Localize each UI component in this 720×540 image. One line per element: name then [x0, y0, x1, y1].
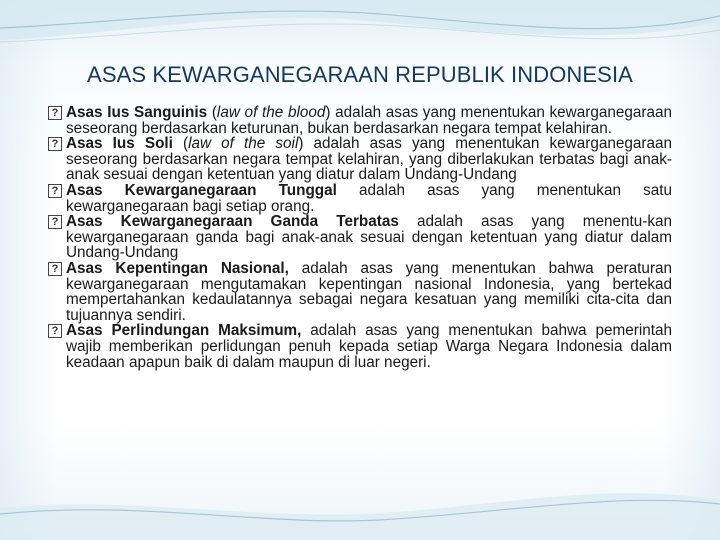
item-latin-term: law of the blood [216, 104, 326, 121]
item-text: adalah asas yang menentukan bahwa peraturan kewarganegaraan mengutamakan kepentingan nasional Indonesia, yang bertekad mempertahankan kedaulatannya sebagai negara kesatuan yang memiliki cita-cita dan tujuannya sendiri. [66, 259, 673, 324]
bullet-list [48, 105, 672, 370]
list-item-ius-soli [48, 136, 672, 183]
missing-glyph-bullet-icon: ? [48, 324, 62, 338]
list-item-ius-sanguinis [48, 105, 672, 136]
item-text: adalah asas yang menentu-kan kewarganegaraan ganda bagi anak-anak sesuai dengan ketentuan yang diatur dalam Undang-Undang [66, 213, 672, 262]
item-label: Asas Kewarganegaraan Tunggal [66, 181, 337, 199]
item-latin-term: law of the soil [188, 135, 299, 153]
list-item-perlindungan-maksimum [48, 323, 672, 370]
item-label: Asas Kepentingan Nasional, [66, 259, 289, 277]
item-text: adalah asas yang menentukan bahwa pemerintah wajib memberikan perlidungan penuh kepada setiap Warga Negara Indonesia dalam keadaan apapun baik di dalam maupun di luar negeri. [66, 322, 672, 371]
missing-glyph-bullet-icon: ? [48, 184, 62, 198]
item-text-pre: ( [172, 135, 189, 153]
item-label: Asas Kewarganegaraan Ganda Terbatas [66, 213, 399, 231]
item-label: Asas Ius Sanguinis [66, 104, 208, 121]
bottom-wave-decoration [0, 470, 720, 540]
item-label: Asas Ius Soli [66, 135, 173, 153]
missing-glyph-bullet-icon: ? [48, 215, 62, 229]
slide-title: ASAS KEWARGANEGARAAN REPUBLIK INDONESIA [87, 62, 633, 87]
missing-glyph-bullet-icon: ? [48, 106, 62, 120]
item-text-post: ) adalah asas yang menentukan kewarganegaraan seseorang berdasarkan negara tempat kelahiran, yang diberlakukan terbatas bagi anak-anak sesuai dengan ketentuan yang diatur dalam Undang-Undang [66, 135, 672, 184]
missing-glyph-bullet-icon: ? [48, 137, 62, 151]
missing-glyph-bullet-icon: ? [48, 262, 62, 276]
list-item-kepentingan-nasional [48, 261, 672, 323]
item-label: Asas Perlindungan Maksimum, [66, 322, 302, 340]
item-text-post: ) adalah asas yang menentukan kewarganegaraan seseorang berdasarkan keturunan, bukan berdasarkan negara tempat kelahiran. [66, 104, 672, 137]
item-text: adalah asas yang menentukan satu kewarganegaraan bagi setiap orang. [66, 181, 672, 215]
item-text-pre: ( [207, 104, 217, 121]
list-item-kewarganegaraan-tunggal [48, 183, 672, 214]
list-item-kewarganegaraan-ganda-terbatas [48, 214, 672, 261]
